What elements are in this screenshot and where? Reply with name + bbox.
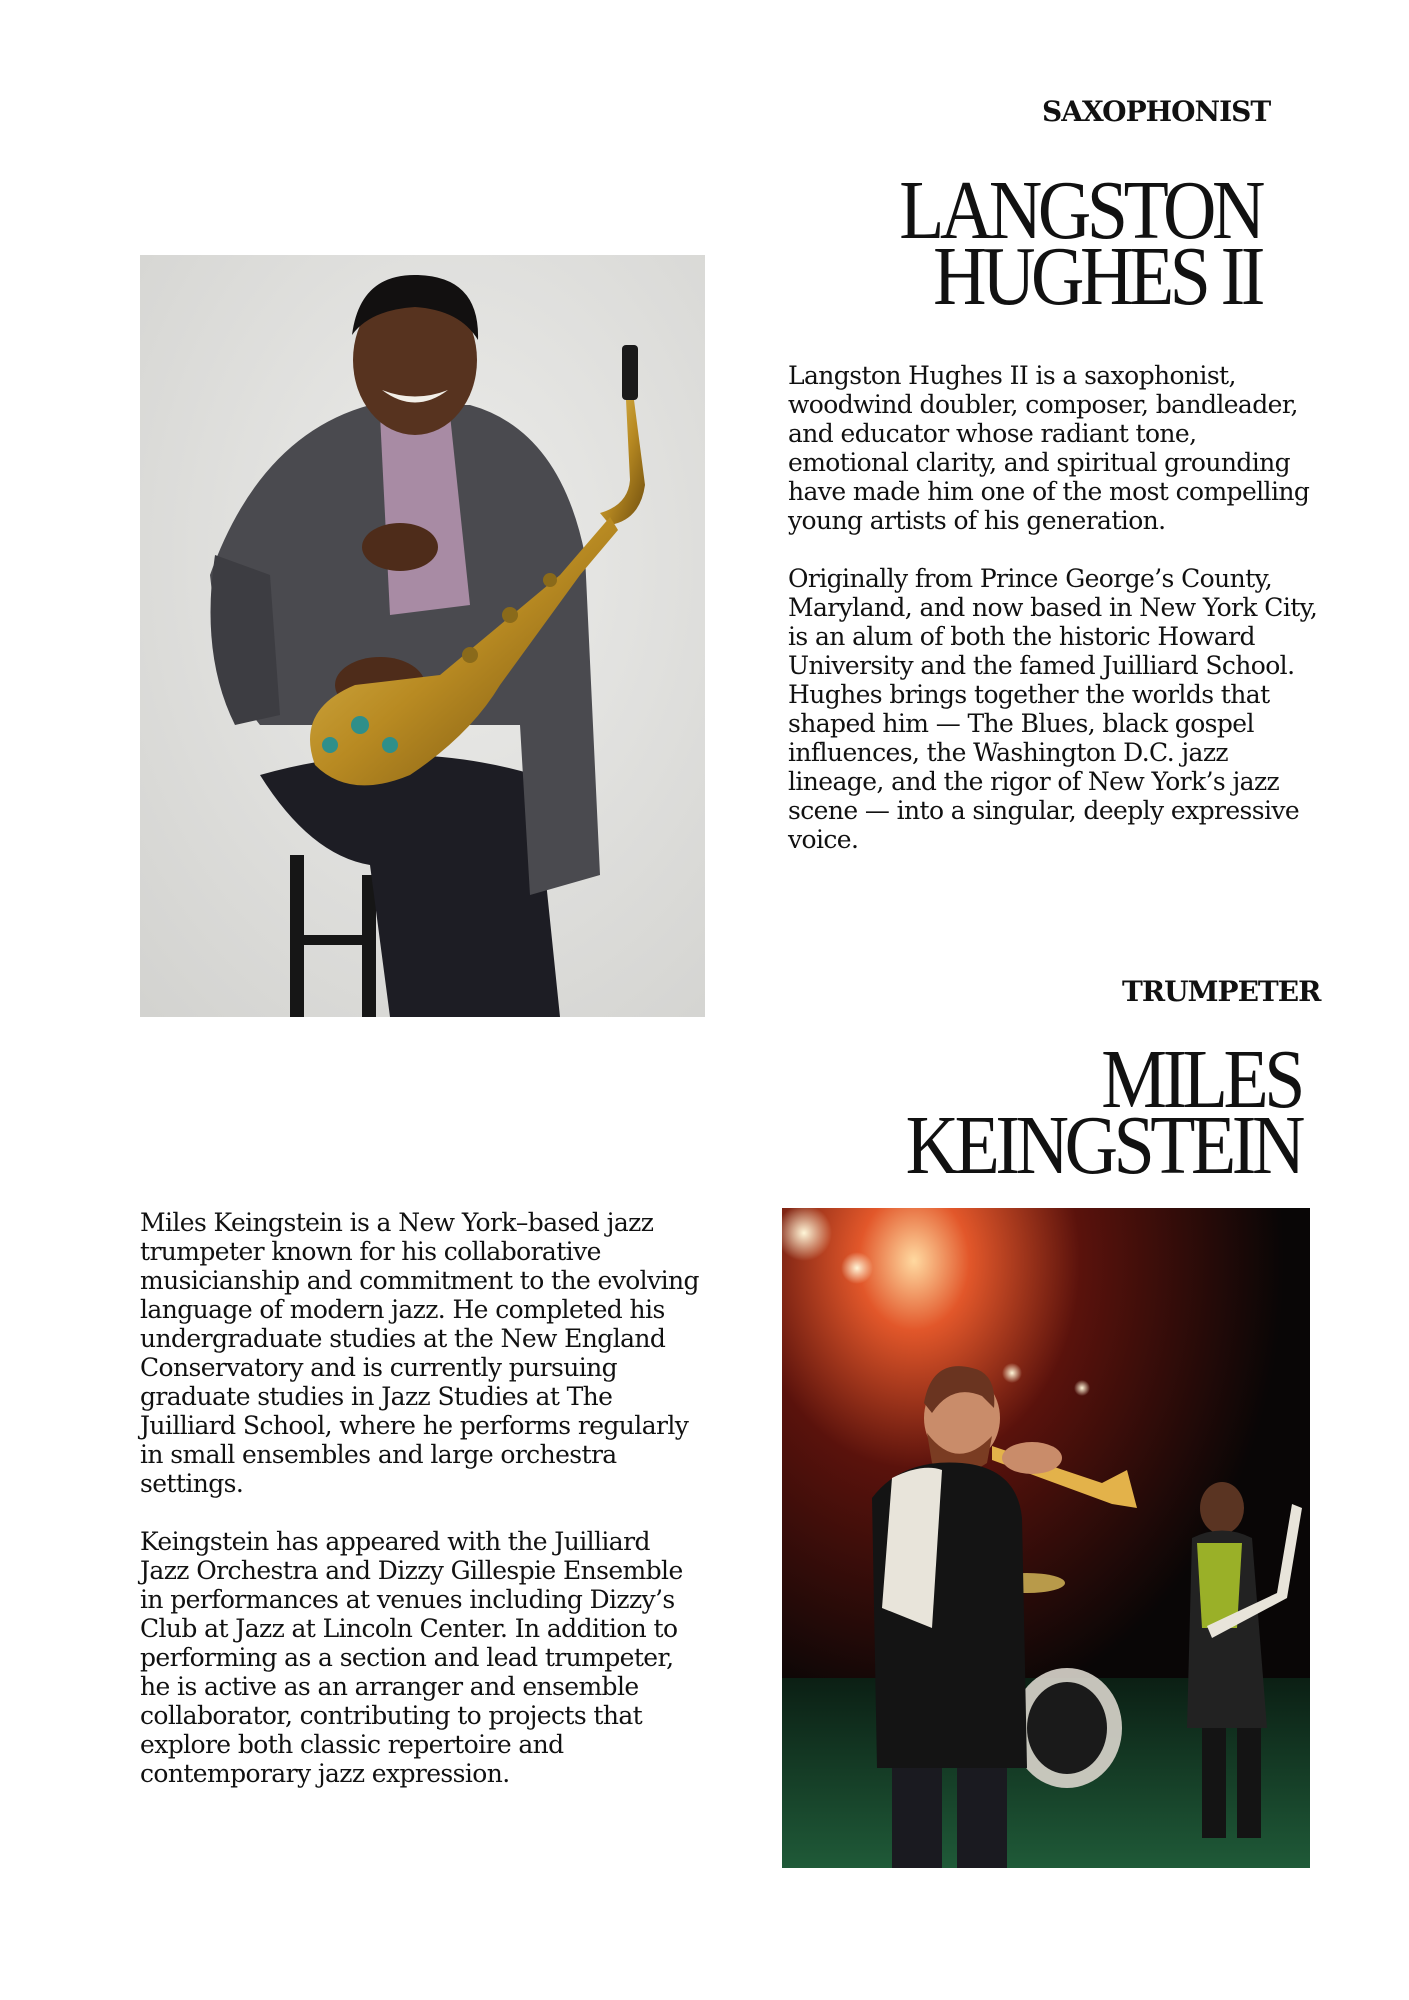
portrait-photo-saxophonist — [140, 255, 705, 1017]
bio-paragraph: Langston Hughes II is a saxophonist, woodwind doubler, composer, bandleader, and educator whose radiant tone, emotional clarity, and spiritual grounding have made him one of the most compelling young artists of his generation. — [788, 361, 1310, 535]
bio-langston-hughes — [788, 361, 1323, 883]
name-line-1: MILES — [1101, 1033, 1301, 1126]
bio-paragraph: Miles Keingstein is a New York–based jazz trumpeter known for his collaborative musicianship and commitment to the evolving language of modern jazz. He completed his undergraduate studies at the New England Conservatory and is currently pursuing graduate studies in Jazz Studies at The Juilliard School, where he performs regularly in small ensembles and large orchestra settings. — [140, 1208, 699, 1498]
role-label-saxophonist: SAXOPHONIST — [1042, 95, 1271, 128]
artist-name-miles-keingstein — [843, 1033, 1301, 1192]
name-line-2: KEINGSTEIN — [905, 1099, 1301, 1192]
role-label-trumpeter: TRUMPETER — [1122, 975, 1321, 1008]
bio-paragraph: Keingstein has appeared with the Juilliard Jazz Orchestra and Dizzy Gillespie Ensemble in performances at venues including Dizzy’s Club at Jazz at Lincoln Center. In addition to performing as a section and lead trumpeter, he is active as an arranger and ensemble collaborator, contributing to projects that explore both classic repertoire and contemporary jazz expression. — [140, 1527, 683, 1788]
name-line-2: HUGHES II — [933, 230, 1261, 323]
artist-name-langston-hughes — [803, 164, 1261, 323]
name-line-1: LANGSTON — [899, 164, 1261, 257]
bio-miles-keingstein — [140, 1208, 700, 1817]
bio-paragraph: Originally from Prince George’s County, Maryland, and now based in New York City, is an alum of both the historic Howard University and the famed Juilliard School. Hughes brings together the worlds that shaped him — The Blues, black gospel influences, the Washington D.C. jazz lineage, and the rigor of New York’s jazz scene — into a singular, deeply expressive voice. — [788, 564, 1318, 854]
concert-photo-trumpeter — [782, 1208, 1310, 1868]
